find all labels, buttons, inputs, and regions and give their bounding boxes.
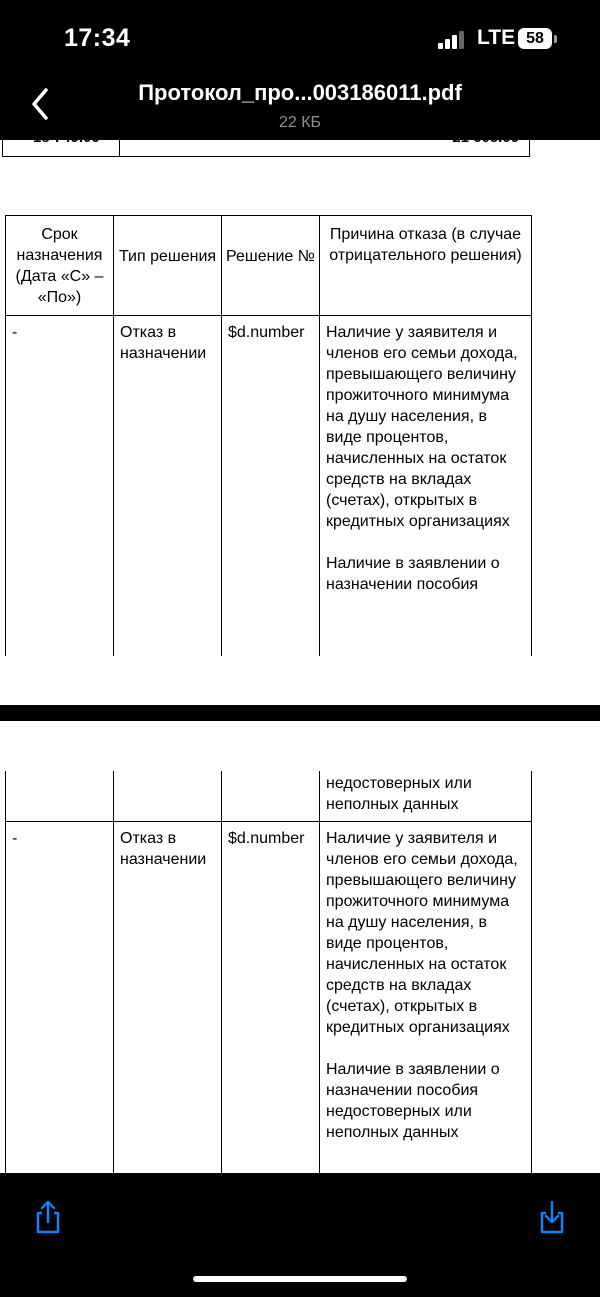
header-number: Решение № xyxy=(222,216,320,316)
table-row xyxy=(6,316,532,656)
row2-type: Отказ в назначении xyxy=(114,821,222,1181)
share-button[interactable] xyxy=(32,1199,64,1235)
prev-value-left: 18 749.00 xyxy=(33,129,100,146)
battery-icon: 58 xyxy=(518,28,552,49)
prev-value-right: 21 605.00 xyxy=(452,129,519,146)
table-row xyxy=(6,771,532,821)
table-header-row xyxy=(6,216,532,316)
home-indicator[interactable] xyxy=(193,1276,407,1282)
row1-reason-p1: Наличие у заявителя и членов его семьи дохода, превышающего величину прожиточного минимума на душу населения, в виде процентов, начисленных на остаток средств на вкладах (счетах), открытых в кредитных организациях xyxy=(326,324,518,530)
pdf-page-1[interactable] xyxy=(0,129,600,705)
row1-reason-cont: недостоверных или неполных данных xyxy=(320,771,532,821)
pdf-page-2[interactable] xyxy=(0,721,600,1173)
decisions-table xyxy=(5,215,532,656)
table-row xyxy=(6,821,532,1181)
row1-reason-p2: Наличие в заявлении о назначении пособия xyxy=(326,555,500,593)
row2-number: $d.number xyxy=(222,821,320,1181)
row1-number: $d.number xyxy=(222,316,320,656)
share-icon xyxy=(32,1199,64,1235)
row2-reason-p2: Наличие в заявлении о назначении пособия недостоверных или неполных данных xyxy=(326,1060,500,1141)
row2-reason xyxy=(320,821,532,1181)
previous-table-row xyxy=(2,129,530,157)
download-button[interactable] xyxy=(536,1199,568,1235)
download-icon xyxy=(536,1199,568,1235)
header-type: Тип решения xyxy=(114,216,222,316)
header-reason: Причина отказа (в случае отрицательного решения) xyxy=(320,216,532,316)
network-label: LTE xyxy=(477,26,516,49)
document-title: Протокол_про...003186011.pdf xyxy=(138,80,462,105)
decisions-table-continued xyxy=(5,771,532,1181)
row2-period: - xyxy=(6,821,114,1181)
status-time: 17:34 xyxy=(64,24,131,52)
row2-reason-p1: Наличие у заявителя и членов его семьи дохода, превышающего величину прожиточного минимума на душу населения, в виде процентов, начисленных на остаток средств на вкладах (счетах), открытых в кредитных организациях xyxy=(326,829,518,1036)
row1-reason xyxy=(320,316,532,656)
row1-period: - xyxy=(6,316,114,656)
header-period: Срок назначения (Дата «С» – «По») xyxy=(6,216,114,316)
battery-nub xyxy=(554,35,557,43)
status-bar xyxy=(0,0,600,80)
document-size: 22 КБ xyxy=(278,114,322,131)
bottom-toolbar xyxy=(0,1173,600,1297)
signal-icon xyxy=(438,31,464,49)
row1-type: Отказ в назначении xyxy=(114,316,222,656)
